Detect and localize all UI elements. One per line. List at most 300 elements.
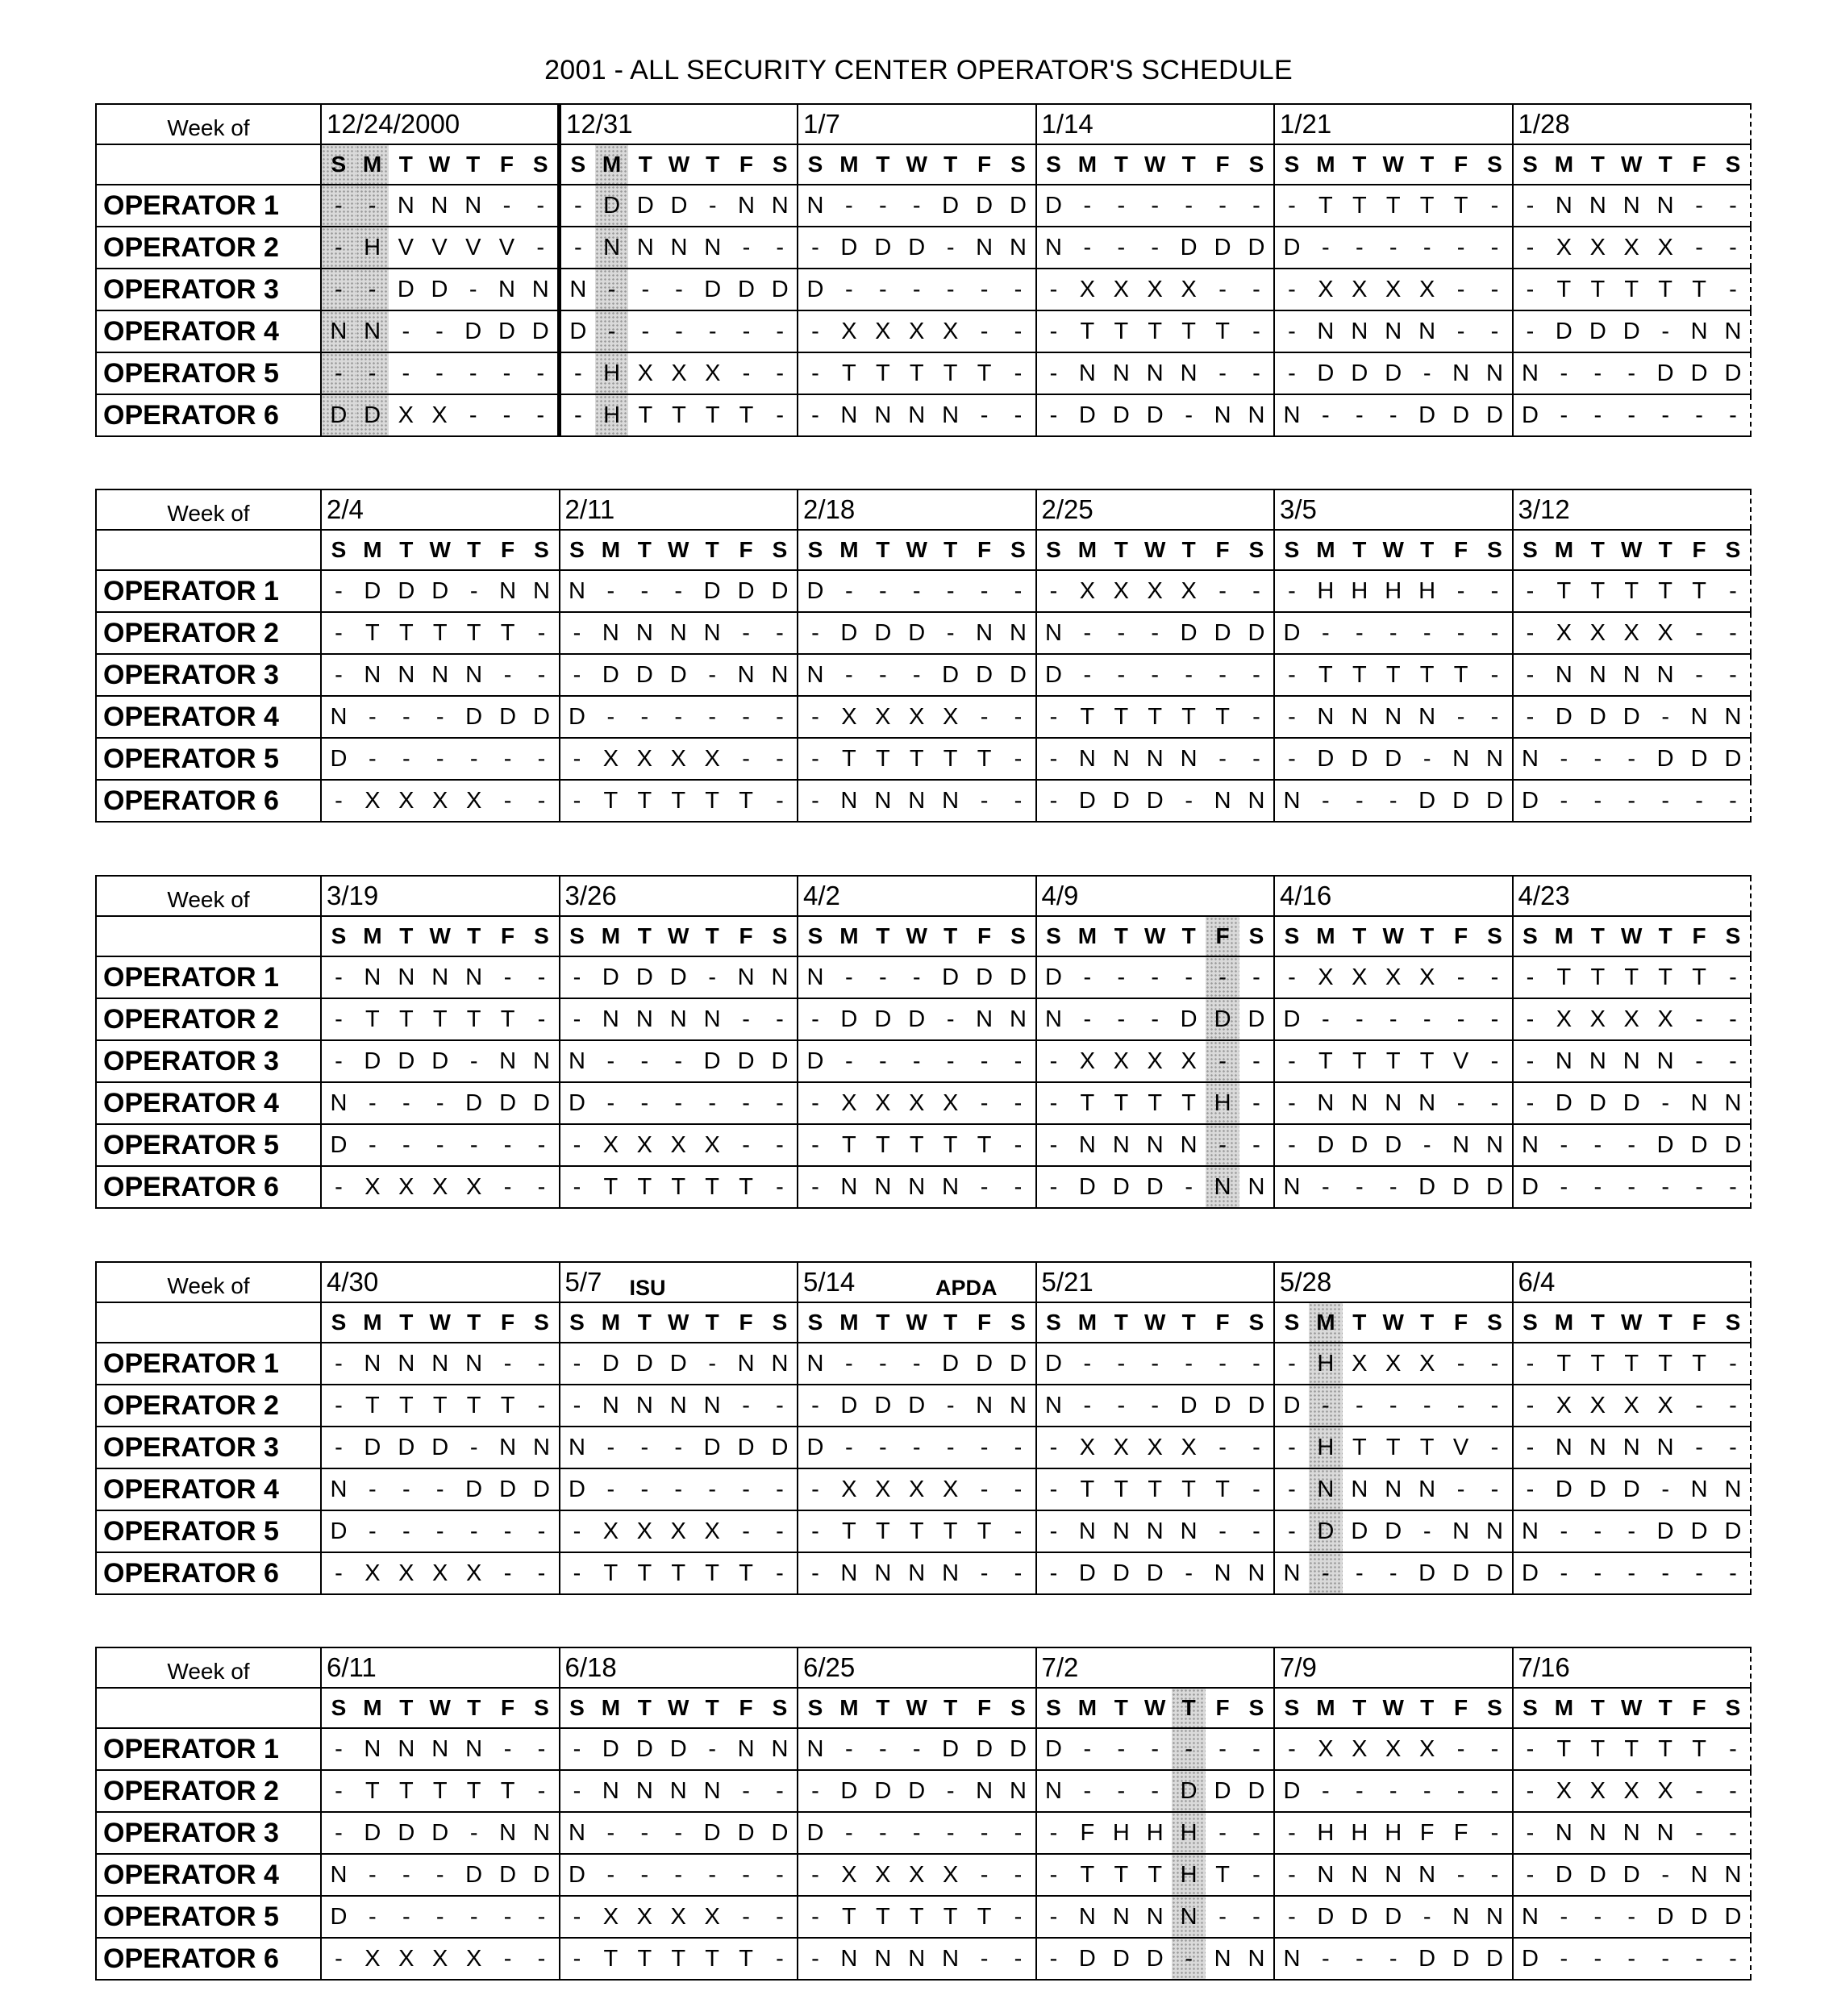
shift-code: -	[435, 1476, 444, 1502]
day-header-cell	[1274, 530, 1513, 570]
shift-code: -	[537, 661, 546, 688]
shift-code: -	[435, 745, 444, 772]
shift-code: D	[431, 276, 448, 302]
shift-code: X	[636, 1903, 652, 1930]
week-date-label: 6/11	[327, 1652, 377, 1682]
shift-code: -	[708, 1735, 716, 1762]
shift-code: -	[503, 1350, 512, 1377]
operator-row	[96, 185, 1751, 227]
shift-code: -	[811, 318, 819, 344]
shift-code: N	[1385, 703, 1402, 730]
shift-code: T	[1181, 1089, 1196, 1116]
shift-code: X	[841, 703, 857, 730]
week-of-label: Week of	[96, 489, 321, 530]
shift-code: -	[1172, 1939, 1206, 1979]
week-note: APDA	[935, 1276, 998, 1300]
shift-code: -	[1218, 745, 1227, 772]
day-letter: W	[906, 1310, 927, 1335]
shift-code: X	[1147, 1434, 1163, 1460]
shift-code: T	[671, 1173, 686, 1200]
shift-code: X	[1589, 619, 1606, 646]
shift-code: -	[1218, 360, 1227, 386]
shift-week-cell	[1513, 185, 1752, 227]
shift-code: D	[533, 703, 550, 730]
shift-code: N	[1418, 1089, 1436, 1116]
shift-codes	[1514, 269, 1751, 310]
shift-code: D	[840, 1006, 858, 1032]
shift-code: -	[1627, 402, 1636, 428]
shift-code: D	[1351, 360, 1368, 386]
day-letter: T	[1590, 923, 1605, 948]
shift-code: -	[776, 318, 784, 344]
day-letter: S	[1284, 923, 1300, 948]
operator-row	[96, 1552, 1751, 1594]
day-letter: M	[363, 1310, 382, 1335]
shift-code: -	[1526, 276, 1535, 302]
shift-week-cell	[1274, 1770, 1513, 1812]
shift-code: N	[806, 661, 824, 688]
day-letters	[1037, 917, 1274, 956]
operator-name: OPERATOR 3	[96, 269, 321, 310]
shift-code: -	[1526, 1861, 1535, 1888]
shift-code: D	[1589, 318, 1606, 344]
shift-code: D	[874, 1392, 892, 1418]
shift-code: -	[1423, 745, 1431, 772]
shift-code: -	[1593, 1131, 1602, 1158]
day-letter: M	[839, 923, 859, 948]
shift-code: -	[708, 192, 717, 219]
shift-code: -	[402, 318, 410, 344]
shift-code: X	[1079, 276, 1096, 302]
operator-row	[96, 310, 1751, 352]
shift-code: -	[742, 1006, 750, 1032]
shift-code: N	[1622, 1434, 1640, 1460]
shift-code: D	[568, 1089, 585, 1116]
day-letters	[798, 531, 1035, 569]
shift-code: D	[499, 1089, 517, 1116]
shift-code: D	[1724, 1903, 1742, 1930]
shift-code: N	[1589, 661, 1606, 688]
shift-code: T	[1080, 1476, 1095, 1502]
shift-code: X	[1657, 234, 1673, 260]
shift-code: T	[875, 1131, 890, 1158]
day-letter: F	[1215, 1310, 1230, 1335]
blank-header-cell	[96, 144, 321, 185]
shift-code: -	[946, 234, 955, 260]
shift-code: -	[1117, 1006, 1126, 1032]
shift-code: -	[674, 1048, 683, 1074]
shift-code: N	[1486, 360, 1503, 386]
shift-code: -	[1083, 619, 1092, 646]
shift-code: -	[1490, 577, 1499, 604]
shift-code: H	[1172, 1855, 1206, 1895]
shift-codes	[560, 1553, 798, 1593]
shift-code: N	[1112, 745, 1130, 772]
day-letter: T	[943, 1695, 958, 1720]
day-header-cell	[321, 144, 560, 185]
shift-code: T	[875, 1518, 890, 1544]
day-letter: S	[772, 1310, 788, 1335]
shift-code: N	[1351, 1476, 1368, 1502]
shift-code: -	[1729, 1173, 1737, 1200]
operator-row	[96, 1040, 1751, 1082]
shift-week-cell	[1513, 1427, 1752, 1468]
shift-code: -	[402, 1903, 410, 1930]
shift-code: T	[842, 360, 856, 386]
day-letters	[1514, 145, 1751, 184]
operator-row	[96, 1854, 1751, 1896]
shift-code: -	[1593, 787, 1602, 814]
shift-code: T	[909, 1518, 924, 1544]
day-header-cell	[321, 1302, 560, 1343]
day-letter: S	[772, 923, 788, 948]
shift-code: N	[1214, 402, 1231, 428]
week-row	[96, 104, 1751, 144]
shift-code: -	[322, 353, 356, 394]
shift-code: -	[912, 1819, 921, 1846]
shift-code: N	[806, 964, 824, 990]
shift-code: H	[1385, 577, 1402, 604]
operator-name: OPERATOR 4	[96, 1854, 321, 1896]
shift-code: D	[1180, 1006, 1198, 1032]
shift-code: N	[431, 1735, 449, 1762]
shift-codes	[798, 1813, 1035, 1853]
shift-code: D	[1418, 787, 1436, 814]
shift-code: -	[912, 661, 921, 688]
shift-code: N	[1385, 1089, 1402, 1116]
shift-codes	[1275, 311, 1512, 352]
shift-week-cell	[798, 696, 1036, 738]
shift-week-cell	[560, 780, 798, 822]
shift-code: -	[1288, 661, 1296, 688]
shift-code: -	[1560, 1903, 1568, 1930]
shift-code: V	[465, 234, 481, 260]
shift-code: -	[1526, 1350, 1535, 1377]
blank-header-cell	[96, 530, 321, 570]
shift-code: N	[908, 787, 926, 814]
shift-code: D	[1385, 1903, 1402, 1930]
week-date	[798, 489, 1036, 530]
shift-code: D	[330, 1903, 348, 1930]
shift-week-cell	[321, 696, 560, 738]
shift-code: -	[1355, 402, 1364, 428]
day-letter: F	[739, 152, 753, 177]
shift-code: H	[1206, 1083, 1239, 1123]
day-letter: T	[1352, 537, 1367, 562]
day-letter: F	[977, 1310, 992, 1335]
shift-codes	[1037, 655, 1274, 695]
shift-week-cell	[321, 1124, 560, 1166]
shift-code: N	[465, 661, 483, 688]
shift-codes	[1514, 1897, 1751, 1937]
week-date	[1036, 1262, 1275, 1302]
shift-code: -	[674, 577, 683, 604]
day-letter: T	[705, 537, 719, 562]
shift-code: N	[531, 276, 549, 302]
shift-code: D	[1589, 703, 1606, 730]
shift-code: T	[1215, 703, 1230, 730]
shift-codes	[560, 1939, 798, 1979]
shift-code: -	[369, 1903, 377, 1930]
shift-code: -	[1695, 1945, 1703, 1972]
shift-code: D	[874, 1006, 892, 1032]
shift-code: N	[431, 192, 448, 219]
shift-code: -	[1526, 1777, 1535, 1804]
week-date-label: 2/4	[327, 494, 364, 524]
shift-code: -	[1309, 1553, 1343, 1593]
day-letter: W	[428, 152, 451, 177]
day-letter: T	[1420, 1695, 1435, 1720]
shift-code: D	[1044, 661, 1062, 688]
day-letter: F	[1454, 1695, 1468, 1720]
shift-codes	[560, 571, 798, 611]
shift-code: T	[1318, 192, 1333, 219]
shift-code: T	[432, 1777, 448, 1804]
day-letter: S	[1725, 152, 1741, 177]
shift-code: D	[1351, 745, 1368, 772]
day-letter: F	[1692, 152, 1706, 177]
shift-code: N	[1078, 745, 1096, 772]
shift-code: -	[573, 1173, 581, 1200]
shift-code: N	[465, 964, 483, 990]
shift-code: -	[1593, 1560, 1602, 1586]
day-letter: W	[1382, 152, 1404, 177]
shift-code: -	[1218, 1735, 1227, 1762]
day-letter: M	[839, 537, 859, 562]
shift-codes	[1037, 1167, 1274, 1207]
shift-code: N	[806, 1350, 824, 1377]
shift-code: -	[1729, 1560, 1737, 1586]
shift-code: -	[573, 1006, 581, 1032]
shift-code: X	[1352, 1350, 1368, 1377]
shift-code: -	[1456, 1777, 1465, 1804]
shift-code: -	[1049, 787, 1058, 814]
week-date-label: 7/9	[1280, 1652, 1317, 1682]
shift-code: X	[670, 1518, 686, 1544]
shift-code: X	[1318, 1735, 1334, 1762]
shift-code: T	[1385, 192, 1401, 219]
shift-code: -	[1049, 703, 1058, 730]
day-header-cell	[1036, 144, 1275, 185]
shift-code: -	[502, 402, 511, 428]
shift-code: D	[364, 1434, 381, 1460]
shift-code: N	[431, 661, 449, 688]
shift-code: N	[1555, 1048, 1572, 1074]
shift-code: -	[845, 1048, 853, 1074]
day-letter: T	[1420, 152, 1435, 177]
shift-code: -	[742, 1089, 750, 1116]
shift-code: X	[1418, 1735, 1435, 1762]
shift-code: -	[776, 619, 784, 646]
shift-code: X	[1181, 276, 1197, 302]
shift-codes	[322, 781, 559, 821]
shift-code: T	[1692, 964, 1706, 990]
shift-code: N	[1452, 745, 1470, 772]
shift-code: V	[431, 234, 448, 260]
shift-code: X	[909, 1476, 925, 1502]
shift-code: T	[1148, 318, 1163, 344]
shift-codes	[1037, 311, 1274, 352]
shift-code: D	[1317, 745, 1335, 772]
shift-code: N	[635, 619, 653, 646]
shift-code: N	[908, 402, 926, 428]
shift-code: T	[909, 360, 924, 386]
shift-week-cell	[321, 1896, 560, 1938]
shift-code: T	[1215, 318, 1230, 344]
shift-code: X	[1181, 1434, 1197, 1460]
day-letter: T	[637, 1310, 652, 1335]
shift-code: D	[465, 703, 483, 730]
shift-code: T	[1624, 577, 1639, 604]
shift-code: H	[1351, 577, 1368, 604]
shift-code: D	[1622, 318, 1640, 344]
shift-code: -	[1389, 1560, 1398, 1586]
shift-code: D	[1044, 192, 1062, 219]
day-letter: F	[1692, 923, 1706, 948]
shift-code: N	[1180, 745, 1198, 772]
shift-codes	[322, 1729, 559, 1769]
shift-code: T	[1318, 1048, 1333, 1074]
shift-code: -	[1049, 1861, 1058, 1888]
shift-code: -	[1627, 787, 1636, 814]
shift-code: -	[574, 402, 582, 428]
shift-codes	[1037, 1125, 1274, 1165]
shift-code: N	[602, 619, 619, 646]
shift-code: -	[1083, 1735, 1092, 1762]
shift-code: T	[398, 619, 414, 646]
week-date-label: 1/21	[1280, 109, 1332, 139]
shift-code: D	[771, 1434, 789, 1460]
shift-code: -	[1526, 1048, 1535, 1074]
shift-code: T	[432, 1006, 448, 1032]
shift-code: -	[845, 964, 853, 990]
shift-week-cell	[1036, 654, 1275, 696]
shift-code: N	[1317, 1861, 1335, 1888]
shift-code: -	[1729, 1392, 1737, 1418]
day-letter: F	[977, 1695, 992, 1720]
shift-code: -	[469, 1434, 478, 1460]
shift-code: N	[533, 1819, 550, 1846]
shift-code: -	[595, 269, 629, 310]
shift-code: N	[1486, 745, 1503, 772]
shift-code: X	[1113, 276, 1129, 302]
shift-week-cell	[798, 185, 1036, 227]
day-letter: F	[1215, 537, 1230, 562]
shift-code: -	[1151, 1777, 1160, 1804]
shift-codes	[1275, 1813, 1512, 1853]
day-letter: T	[1658, 537, 1672, 562]
day-letter: T	[1114, 152, 1128, 177]
shift-week-cell	[798, 227, 1036, 269]
day-letter: S	[1248, 537, 1264, 562]
shift-code: -	[369, 1089, 377, 1116]
shift-code: -	[1083, 661, 1092, 688]
shift-code: -	[811, 1903, 819, 1930]
shift-code: D	[942, 1735, 960, 1762]
shift-week-cell	[1513, 570, 1752, 612]
shift-code: -	[742, 1777, 750, 1804]
shift-code: -	[1288, 276, 1296, 302]
shift-code: T	[500, 619, 515, 646]
shift-week-cell	[798, 1770, 1036, 1812]
shift-code: D	[942, 661, 960, 688]
shift-code: -	[1117, 1350, 1126, 1377]
shift-code: N	[737, 1735, 755, 1762]
shift-week-cell	[798, 1385, 1036, 1427]
shift-code: X	[364, 1560, 381, 1586]
shift-code: -	[1490, 619, 1499, 646]
shift-code: -	[335, 661, 343, 688]
shift-code: D	[1589, 1089, 1606, 1116]
shift-week-cell	[321, 1343, 560, 1385]
shift-week-cell	[1274, 738, 1513, 780]
shift-week-cell	[1036, 1124, 1275, 1166]
shift-code: D	[1690, 360, 1708, 386]
week-row	[96, 876, 1751, 916]
shift-week-cell	[1513, 998, 1752, 1040]
shift-week-cell	[321, 1427, 560, 1468]
shift-code: X	[704, 1903, 720, 1930]
day-header-cell	[1274, 1302, 1513, 1343]
shift-code: -	[1185, 787, 1193, 814]
shift-week-cell	[560, 185, 798, 227]
shift-code: D	[806, 1048, 824, 1074]
shift-code: T	[705, 787, 719, 814]
shift-codes	[322, 739, 559, 779]
shift-code: -	[1049, 360, 1058, 386]
shift-codes	[560, 1813, 798, 1853]
day-letter: M	[1316, 537, 1335, 562]
shift-code: D	[1418, 402, 1436, 428]
day-letter: S	[1487, 1695, 1502, 1720]
day-letter: S	[569, 1310, 585, 1335]
shift-codes	[1514, 227, 1751, 268]
day-letter: M	[356, 145, 389, 184]
day-letter: T	[1590, 152, 1605, 177]
shift-code: D	[737, 577, 755, 604]
shift-code: T	[943, 1131, 958, 1158]
week-date-label: 2/18	[803, 494, 856, 524]
shift-code: -	[1560, 787, 1568, 814]
shift-code: N	[1248, 1173, 1265, 1200]
shift-codes	[560, 1897, 798, 1937]
shift-codes	[798, 739, 1035, 779]
day-header-row	[96, 144, 1751, 185]
shift-code: -	[1014, 1131, 1023, 1158]
day-letter: T	[398, 152, 413, 177]
day-letter: W	[1382, 923, 1404, 948]
shift-week-cell	[560, 1166, 798, 1208]
shift-code: -	[537, 787, 546, 814]
shift-code: D	[533, 1476, 550, 1502]
shift-code: N	[1112, 360, 1130, 386]
shift-code: -	[574, 192, 582, 219]
shift-code: -	[335, 1777, 343, 1804]
shift-code: N	[1044, 1392, 1062, 1418]
shift-code: -	[1456, 1861, 1465, 1888]
shift-code: -	[322, 227, 356, 268]
shift-code: T	[705, 1173, 719, 1200]
shift-code: -	[980, 1048, 989, 1074]
shift-code: T	[977, 1903, 992, 1930]
day-letter: M	[1077, 1310, 1098, 1335]
day-letter: F	[501, 923, 515, 948]
shift-code: -	[845, 192, 853, 219]
shift-code: N	[1418, 318, 1436, 344]
shift-code: D	[322, 395, 356, 435]
shift-code: D	[398, 1819, 415, 1846]
shift-code: X	[636, 745, 652, 772]
